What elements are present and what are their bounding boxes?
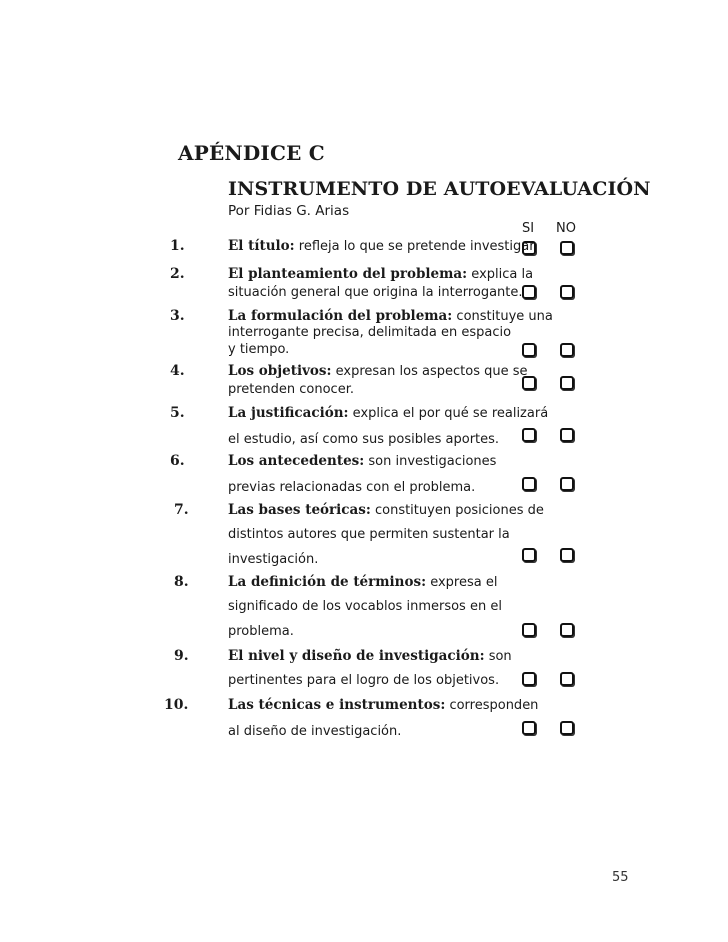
- item-number: 10.: [164, 697, 189, 713]
- item-description: son: [484, 649, 512, 664]
- item-number: 1.: [170, 238, 185, 254]
- item-line: [228, 325, 511, 340]
- item-line: [228, 285, 523, 300]
- item-term: Los antecedentes:: [228, 453, 365, 469]
- item-line: [228, 405, 548, 421]
- item-description: son investigaciones: [364, 454, 497, 469]
- checkbox-no[interactable]: [560, 285, 574, 299]
- item-line: [228, 308, 553, 324]
- item-line: [228, 432, 499, 447]
- checkbox-no[interactable]: [560, 376, 574, 390]
- item-line: [228, 697, 538, 713]
- item-line: [228, 552, 318, 567]
- checkbox-si[interactable]: [522, 623, 536, 637]
- checkbox-si[interactable]: [522, 241, 536, 255]
- checkbox-no[interactable]: [560, 548, 574, 562]
- item-line: [228, 624, 294, 639]
- checkbox-si[interactable]: [522, 285, 536, 299]
- item-description: expresan los aspectos que se: [331, 364, 528, 379]
- item-description: problema.: [228, 624, 294, 639]
- item-line: [228, 266, 533, 282]
- checkbox-si[interactable]: [522, 477, 536, 491]
- column-header-si: SI: [522, 221, 535, 236]
- checkbox-no[interactable]: [560, 428, 574, 442]
- item-number: 3.: [170, 308, 185, 324]
- page-title: INSTRUMENTO DE AUTOEVALUACIÓN: [228, 178, 651, 200]
- appendix-heading: APÉNDICE C: [178, 141, 325, 165]
- item-term: El planteamiento del problema:: [228, 266, 468, 282]
- item-description: expresa el: [426, 575, 498, 590]
- item-term: La formulación del problema:: [228, 308, 453, 324]
- item-description: interrogante precisa, delimitada en espacio: [228, 325, 512, 340]
- item-number: 9.: [174, 648, 189, 664]
- item-term: El nivel y diseño de investigación:: [228, 648, 485, 664]
- item-description: explica la: [467, 267, 534, 282]
- checkbox-no[interactable]: [560, 672, 574, 686]
- item-term: El título:: [228, 238, 295, 254]
- checkbox-no[interactable]: [560, 623, 574, 637]
- item-line: [228, 342, 289, 357]
- item-line: [228, 648, 512, 664]
- author-line: Por Fidias G. Arias: [228, 203, 350, 219]
- checkbox-si[interactable]: [522, 428, 536, 442]
- item-line: [228, 599, 502, 614]
- item-number: 6.: [170, 453, 185, 469]
- item-term: La definición de términos:: [228, 574, 427, 590]
- item-description: distintos autores que permiten sustentar la: [228, 527, 510, 542]
- item-description: pertinentes para el logro de los objetivos.: [228, 673, 500, 688]
- item-line: [228, 382, 354, 397]
- checkbox-si[interactable]: [522, 343, 536, 357]
- checkbox-no[interactable]: [560, 241, 574, 255]
- item-description: refleja lo que se pretende investigar.: [294, 239, 538, 254]
- item-description: situación general que origina la interrogante.: [228, 285, 523, 300]
- column-header-no: NO: [556, 221, 576, 236]
- item-description: constituye una: [452, 309, 553, 324]
- checkbox-no[interactable]: [560, 343, 574, 357]
- item-number: 5.: [170, 405, 185, 421]
- item-description: el estudio, así como sus posibles aportes.: [228, 432, 500, 447]
- checkbox-si[interactable]: [522, 672, 536, 686]
- item-line: [228, 574, 497, 590]
- checkbox-si[interactable]: [522, 721, 536, 735]
- item-description: investigación.: [228, 552, 319, 567]
- item-description: corresponden: [445, 698, 539, 713]
- item-line: [228, 363, 528, 379]
- item-description: significado de los vocablos inmersos en el: [228, 599, 502, 614]
- item-description: constituyen posiciones de: [370, 503, 544, 518]
- item-line: [228, 724, 401, 739]
- item-term: Los objetivos:: [228, 363, 332, 379]
- item-description: al diseño de investigación.: [228, 724, 402, 739]
- item-line: [228, 480, 475, 495]
- item-number: 8.: [174, 574, 189, 590]
- item-term: Las bases teóricas:: [228, 502, 371, 518]
- checkbox-si[interactable]: [522, 548, 536, 562]
- item-number: 7.: [174, 502, 189, 518]
- item-line: [228, 673, 499, 688]
- item-term: Las técnicas e instrumentos:: [228, 697, 446, 713]
- page-number: 55: [612, 870, 629, 885]
- item-line: [228, 502, 544, 518]
- item-term: La justificación:: [228, 405, 349, 421]
- item-number: 4.: [170, 363, 185, 379]
- item-line: [228, 527, 510, 542]
- item-description: previas relacionadas con el problema.: [228, 480, 476, 495]
- checkbox-no[interactable]: [560, 477, 574, 491]
- item-line: [228, 238, 538, 254]
- checkbox-si[interactable]: [522, 376, 536, 390]
- item-description: pretenden conocer.: [228, 382, 354, 397]
- item-description: explica el por qué se realizará: [348, 406, 549, 421]
- item-description: y tiempo.: [228, 342, 290, 357]
- checkbox-no[interactable]: [560, 721, 574, 735]
- item-number: 2.: [170, 266, 185, 282]
- item-line: [228, 453, 496, 469]
